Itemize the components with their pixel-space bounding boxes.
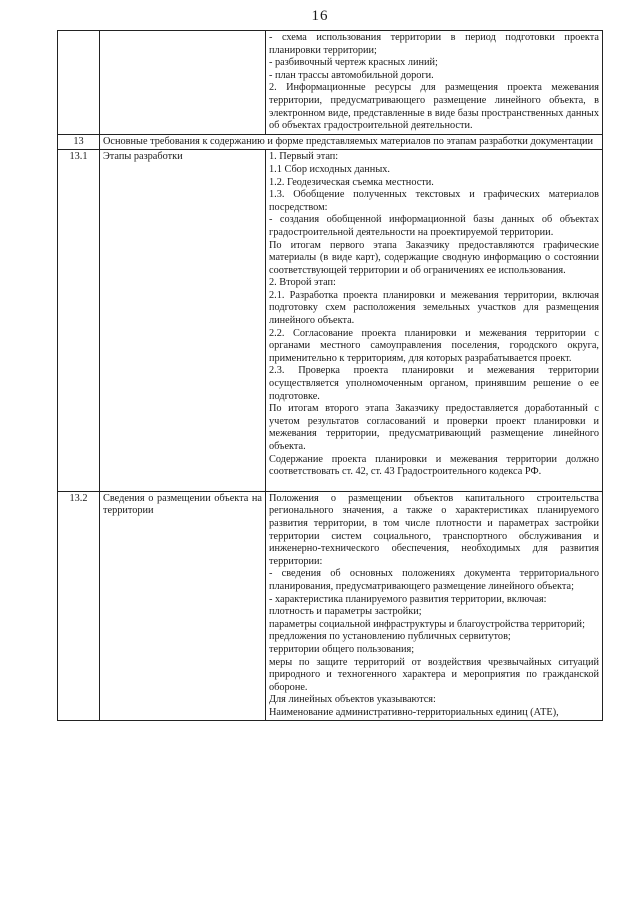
content-paragraph: плотность и параметры застройки; bbox=[269, 606, 422, 618]
content-paragraph: Для линейных объектов указываются: bbox=[269, 694, 436, 706]
content-paragraph: Положения о размещении объектов капитального строительства регионального значения, а также о характеристиках планируемого развития территории, в том числе плотности и параметрах застройки территории систем социального, транспортного обслуживания и инженерно-технического обеспечения, необходимых для развития территории: bbox=[269, 492, 599, 567]
row-number: 13.1 bbox=[58, 150, 100, 491]
content-paragraph: 2.3. Проверка проекта планировки и межевания территории осуществляется уполномоченным органом, принявшим решение о ее подготовке. bbox=[269, 365, 599, 402]
content-paragraph: Содержание проекта планировки и межевания территории должно соответствовать ст. 42, ст. 43 Градостроительного кодекса РФ. bbox=[269, 453, 599, 478]
row-title bbox=[100, 31, 266, 135]
content-paragraph: параметры социальной инфраструктуры и благоустройства территорий; bbox=[269, 618, 585, 630]
content-paragraph: - сведения об основных положениях документа территориального планирования, предусматривающего размещение линейного объекта; bbox=[269, 568, 599, 592]
content-paragraph: предложения по установлению публичных сервитутов; bbox=[269, 631, 511, 643]
row-title: Сведения о размещении объекта на территории bbox=[100, 491, 266, 721]
content-paragraph: - создания обобщенной информационной базы данных об объектах градостроительной деятельности на проектируемой территории. bbox=[269, 214, 599, 238]
row-number: 13.2 bbox=[58, 491, 100, 721]
row-content bbox=[266, 150, 603, 491]
page-number: 16 bbox=[311, 8, 329, 24]
content-paragraph: 1. Первый этап: bbox=[269, 151, 339, 163]
content-paragraph: - разбивочный чертеж красных линий; bbox=[269, 57, 438, 69]
row-content bbox=[266, 31, 603, 135]
row-content bbox=[266, 491, 603, 721]
content-paragraph: По итогам первого этапа Заказчику предоставляются графические материалы (в виде карт), содержащие сводную информацию о состоянии соответствующей территории и об ограничениях ее использования. bbox=[269, 239, 599, 276]
content-paragraph: По итогам второго этапа Заказчику предоставляется доработанный с учетом результатов согласований и проверки проект планировки и межевания территории, предусматривающий размещение линейного объекта. bbox=[269, 403, 599, 452]
content-paragraph: - схема использования территории в период подготовки проекта планировки территории; bbox=[269, 32, 599, 56]
content-paragraph: 2.1. Разработка проекта планировки и межевания территории, включая подготовку схем расположения земельных участков для размещения линейного объекта. bbox=[269, 289, 599, 327]
row-number: 13 bbox=[58, 134, 100, 150]
content-paragraph: 2.2. Согласование проекта планировки и межевания территории с органами местного самоуправления поселения, городского округа, применительно к территориям, для которых разрабатывается проект. bbox=[269, 327, 599, 364]
content-paragraph: меры по защите территорий от воздействия чрезвычайных ситуаций природного и техногенного характера и мероприятия по гражданской обороне. bbox=[269, 656, 599, 693]
row-number bbox=[58, 31, 100, 135]
requirements-table bbox=[57, 30, 603, 721]
row-title: Этапы разработки bbox=[100, 150, 266, 491]
content-paragraph: 2. Второй этап: bbox=[269, 277, 336, 289]
content-paragraph: 1.2. Геодезическая съемка местности. bbox=[269, 176, 434, 188]
table-row bbox=[58, 150, 603, 491]
section-heading: Основные требования к содержанию и форме представляемых материалов по этапам разработки документации bbox=[100, 134, 603, 150]
table-row bbox=[58, 134, 603, 150]
content-paragraph: 1.3. Обобщение полученных текстовых и графических материалов посредством: bbox=[269, 189, 599, 213]
content-paragraph: - план трассы автомобильной дороги. bbox=[269, 69, 434, 81]
table-row bbox=[58, 491, 603, 721]
content-paragraph: территории общего пользования; bbox=[269, 643, 415, 655]
table-row bbox=[58, 31, 603, 135]
content-paragraph: 1.1 Сбор исходных данных. bbox=[269, 163, 390, 175]
content-paragraph: - характеристика планируемого развития территории, включая: bbox=[269, 593, 547, 605]
content-paragraph: 2. Информационные ресурсы для размещения проекта межевания территории, предусматривающего размещение линейного объекта, в электронном виде, представленные в виде базы пространственных данных об объектах градостроительной деятельности. bbox=[269, 82, 599, 132]
content-paragraph: Наименование административно-территориальных единиц (АТЕ), bbox=[269, 706, 559, 718]
